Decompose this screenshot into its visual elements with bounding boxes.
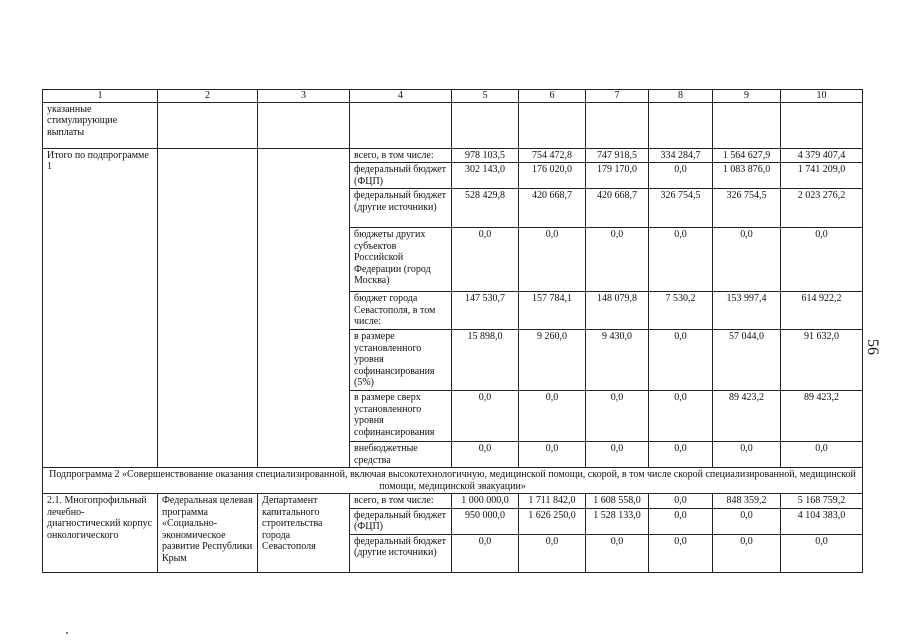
value-cell: 157 784,1 (519, 292, 586, 330)
table-row (43, 102, 863, 148)
value-cell: 5 168 759,2 (781, 494, 863, 509)
column-number-header (43, 90, 863, 103)
row-label: всего, в том числе: (350, 494, 452, 509)
value-cell: 0,0 (586, 442, 649, 468)
row-label: федеральный бюджет (ФЦП) (350, 163, 452, 189)
value-cell: 0,0 (713, 228, 781, 292)
value-cell: 0,0 (649, 442, 713, 468)
header-cell: 6 (519, 90, 586, 103)
value-cell: 302 143,0 (452, 163, 519, 189)
value-cell: 2 023 276,2 (781, 189, 863, 228)
item-executor: Департамент капитального строительства города Севастополя (258, 494, 350, 573)
value-cell: 326 754,5 (713, 189, 781, 228)
value-cell: 1 711 842,0 (519, 494, 586, 509)
header-cell: 10 (781, 90, 863, 103)
value-cell: 420 668,7 (519, 189, 586, 228)
total-title: Итого по подпрограмме 1 (43, 148, 158, 468)
scan-speck (66, 632, 68, 634)
value-cell: 326 754,5 (649, 189, 713, 228)
value-cell: 0,0 (452, 534, 519, 572)
value-cell: 148 079,8 (586, 292, 649, 330)
value-cell: 0,0 (519, 228, 586, 292)
value-cell: 0,0 (519, 391, 586, 442)
value-cell: 1 741 209,0 (781, 163, 863, 189)
value-cell: 0,0 (781, 228, 863, 292)
item-title: 2.1. Многопрофильный лечебно-диагностический корпус онкологического (43, 494, 158, 573)
value-cell: 0,0 (649, 228, 713, 292)
row-label: федеральный бюджет (другие источники) (350, 534, 452, 572)
value-cell: 147 530,7 (452, 292, 519, 330)
value-cell: 15 898,0 (452, 330, 519, 391)
value-cell: 0,0 (452, 391, 519, 442)
value-cell: 153 997,4 (713, 292, 781, 330)
value-cell: 0,0 (781, 534, 863, 572)
value-cell: 528 429,8 (452, 189, 519, 228)
value-cell: 89 423,2 (781, 391, 863, 442)
value-cell: 754 472,8 (519, 148, 586, 163)
value-cell: 0,0 (649, 508, 713, 534)
subprogram-title: Подпрограмма 2 «Совершенствование оказания специализированной, включая высокотехнологичную, медицинской помощи, скорой, в том числе скорой специализированной, медицинской помощи, медицинской эвакуации» (43, 468, 863, 494)
value-cell: 4 379 407,4 (781, 148, 863, 163)
value-cell: 848 359,2 (713, 494, 781, 509)
value-cell: 1 564 627,9 (713, 148, 781, 163)
financing-table (42, 89, 863, 573)
value-cell: 0,0 (649, 163, 713, 189)
value-cell: 0,0 (713, 534, 781, 572)
value-cell: 89 423,2 (713, 391, 781, 442)
value-cell: 0,0 (649, 391, 713, 442)
value-cell: 950 000,0 (452, 508, 519, 534)
value-cell: 0,0 (452, 442, 519, 468)
header-cell: 1 (43, 90, 158, 103)
value-cell: 0,0 (452, 228, 519, 292)
value-cell: 9 260,0 (519, 330, 586, 391)
value-cell: 0,0 (713, 442, 781, 468)
value-cell: 334 284,7 (649, 148, 713, 163)
row-label: бюджет города Севастополя, в том числе: (350, 292, 452, 330)
header-cell: 8 (649, 90, 713, 103)
row-label: внебюджетные средства (350, 442, 452, 468)
table-row (43, 494, 863, 509)
value-cell: 7 530,2 (649, 292, 713, 330)
header-cell: 7 (586, 90, 649, 103)
value-cell: 0,0 (586, 228, 649, 292)
row-label: федеральный бюджет (другие источники) (350, 189, 452, 228)
header-cell: 3 (258, 90, 350, 103)
value-cell: 0,0 (649, 494, 713, 509)
value-cell: 1 608 558,0 (586, 494, 649, 509)
value-cell: 0,0 (586, 534, 649, 572)
value-cell: 0,0 (586, 391, 649, 442)
value-cell: 614 922,2 (781, 292, 863, 330)
page-number: 56 (864, 339, 881, 355)
header-cell: 4 (350, 90, 452, 103)
value-cell: 4 104 383,0 (781, 508, 863, 534)
value-cell: 0,0 (519, 442, 586, 468)
value-cell: 420 668,7 (586, 189, 649, 228)
item-program: Федеральная целевая программа «Социально-экономическое развитие Республики Крым (158, 494, 258, 573)
row-label: в размере установленного уровня софинансирования (5%) (350, 330, 452, 391)
value-cell: 0,0 (781, 442, 863, 468)
value-cell: 1 626 250,0 (519, 508, 586, 534)
value-cell: 179 170,0 (586, 163, 649, 189)
value-cell: 1 000 000,0 (452, 494, 519, 509)
value-cell: 176 020,0 (519, 163, 586, 189)
value-cell: 0,0 (713, 508, 781, 534)
header-cell: 2 (158, 90, 258, 103)
value-cell: 0,0 (649, 330, 713, 391)
table-row (43, 468, 863, 494)
value-cell: 9 430,0 (586, 330, 649, 391)
value-cell: 1 083 876,0 (713, 163, 781, 189)
header-cell: 5 (452, 90, 519, 103)
row-label: всего, в том числе: (350, 148, 452, 163)
value-cell: 978 103,5 (452, 148, 519, 163)
table-row (43, 148, 863, 163)
header-cell: 9 (713, 90, 781, 103)
row-label: федеральный бюджет (ФЦП) (350, 508, 452, 534)
continuation-text: указанные стимулирующие выплаты (43, 102, 158, 148)
row-label: бюджеты других субъектов Российской Федерации (город Москва) (350, 228, 452, 292)
value-cell: 747 918,5 (586, 148, 649, 163)
value-cell: 0,0 (519, 534, 586, 572)
value-cell: 1 528 133,0 (586, 508, 649, 534)
value-cell: 57 044,0 (713, 330, 781, 391)
row-label: в размере сверх установленного уровня софинансирования (350, 391, 452, 442)
value-cell: 0,0 (649, 534, 713, 572)
value-cell: 91 632,0 (781, 330, 863, 391)
